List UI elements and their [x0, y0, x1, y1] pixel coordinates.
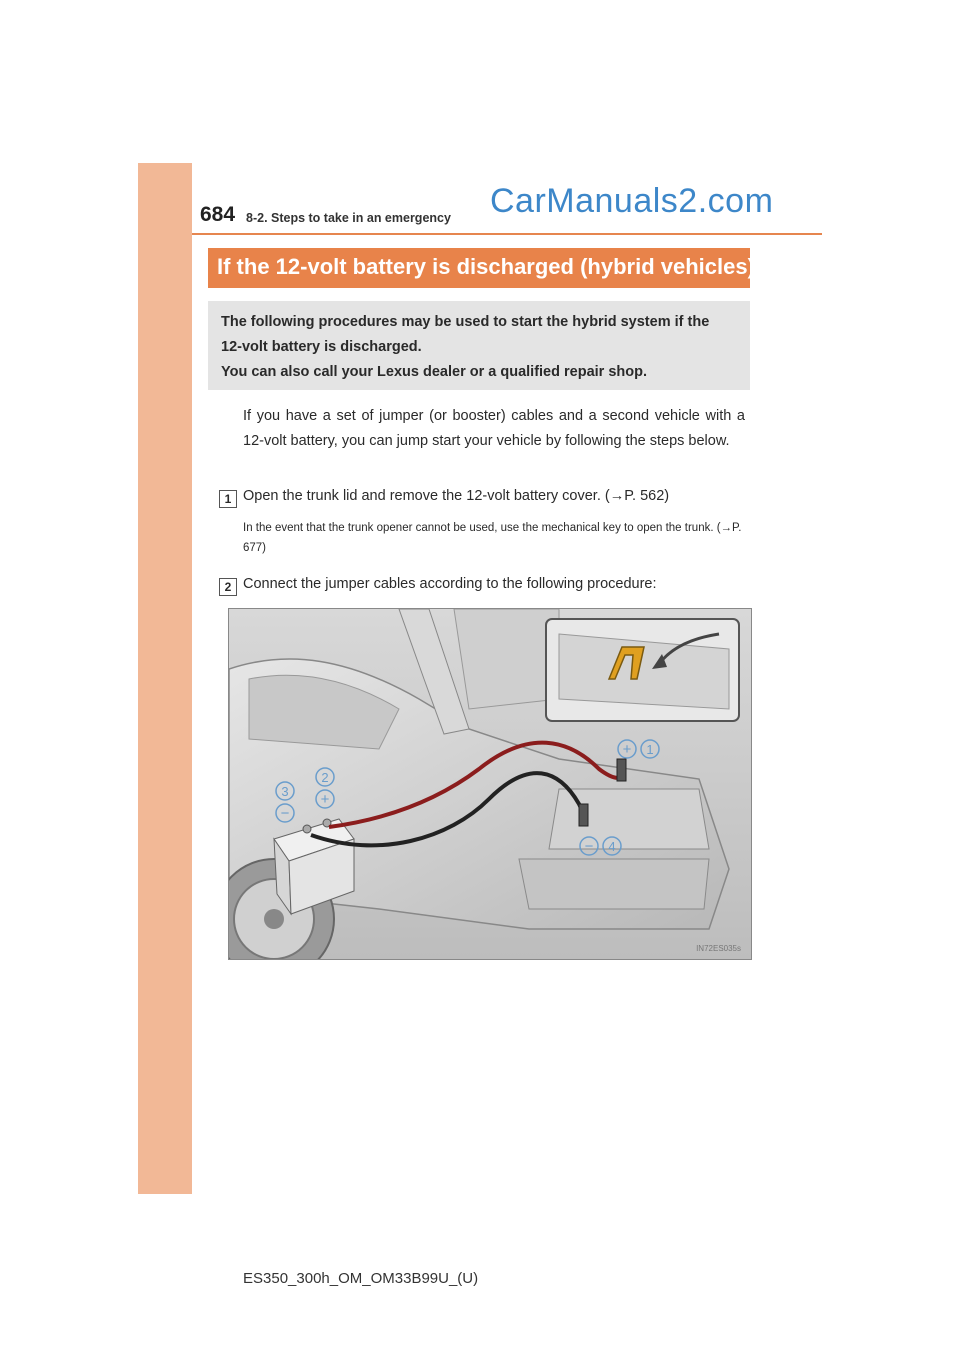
- svg-text:−: −: [584, 838, 594, 855]
- step-2-text: Connect the jumper cables according to the following procedure:: [243, 576, 657, 592]
- svg-text:1: 1: [646, 742, 654, 757]
- svg-text:3: 3: [281, 784, 289, 799]
- intro-line-1: The following procedures may be used to start the hybrid system if the: [221, 314, 710, 330]
- black-clamp: [579, 804, 588, 826]
- section-label: 8-2. Steps to take in an emergency: [246, 211, 451, 225]
- figure-code: IN72ES035s: [696, 944, 741, 953]
- step-2-badge: 2: [219, 578, 237, 596]
- body-paragraph: If you have a set of jumper (or booster) cables and a second vehicle with a 12-volt battery, you can jump start your vehicle by following the steps below.: [243, 408, 745, 449]
- side-tab-band: [138, 163, 192, 1194]
- jump-start-illustration: [228, 608, 752, 960]
- svg-text:4: 4: [608, 839, 616, 854]
- svg-text:+: +: [320, 791, 330, 808]
- watermark: CarManuals2.com: [490, 182, 774, 220]
- title-banner: [208, 248, 755, 288]
- intro-box: [208, 301, 750, 390]
- svg-text:−: −: [280, 805, 290, 822]
- svg-text:+: +: [622, 741, 632, 758]
- inset-trunk-cover: [546, 619, 739, 721]
- svg-text:2: 2: [321, 770, 329, 785]
- header-rule: [192, 233, 822, 235]
- step-1-note: In the event that the trunk opener cannot be used, use the mechanical key to open the trunk. (→P. 677): [243, 522, 742, 554]
- page-title: If the 12-volt battery is discharged (hybrid vehicles): [217, 254, 755, 279]
- step-1-text: Open the trunk lid and remove the 12-volt battery cover. (→P. 562): [243, 488, 670, 504]
- page-number: 684: [200, 203, 236, 226]
- red-clamp: [617, 759, 626, 781]
- intro-line-3: You can also call your Lexus dealer or a qualified repair shop.: [221, 364, 648, 380]
- intro-line-2: 12-volt battery is discharged.: [221, 339, 422, 355]
- footer-document-code: ES350_300h_OM_OM33B99U_(U): [243, 1270, 479, 1287]
- step-1-badge: 1: [219, 490, 237, 508]
